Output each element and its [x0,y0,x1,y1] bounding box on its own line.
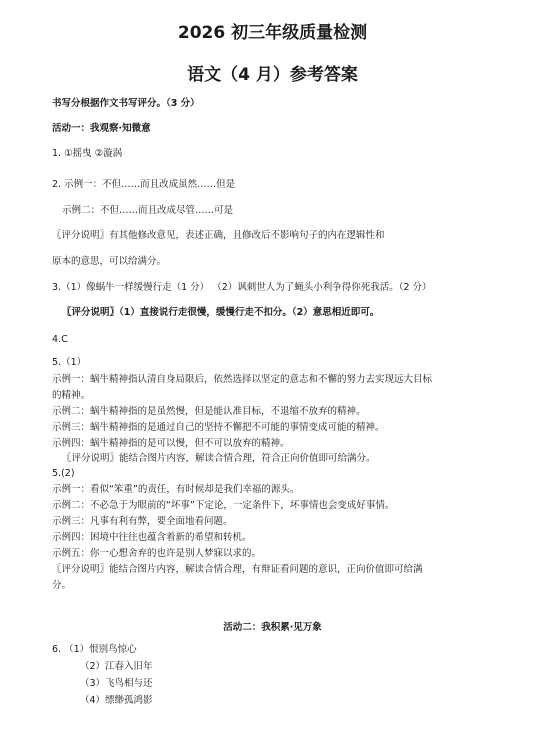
answer-2-example-1: 2. 示例一：不但……而且改成虽然……但是 [52,179,236,190]
document-subtitle: 语文（4 月）参考答案 [187,65,358,85]
answer-5-1-example-1-cont: 的精神。 [52,390,91,401]
answer-5-1-example-1: 示例一：蜗牛精神指认清自身局限后，依然选择以坚定的意志和不懈的努力去实现远大目标 [52,374,433,385]
answer-5-1-heading: 5.（1） [52,357,87,368]
answer-5-1-scoring-note: 〖评分说明〗能结合图片内容，解读合情合理，符合正向价值即可给满分。 [62,453,376,464]
answer-6-4: （4）缥缈孤鸿影 [80,695,153,706]
answer-5-2-scoring-note-cont: 分。 [52,580,72,591]
answer-5-2-example-5: 示例五：你一心想舍弃的也许是别人梦寐以求的。 [52,548,262,559]
activity-one-heading: 活动一：我观察·知微意 [52,123,151,134]
answer-6-1: 6. （1）恨别鸟惊心 [52,644,137,655]
answer-5-2-example-1: 示例一：看似“笨重”的责任，有时候却是我们幸福的源头。 [52,484,300,495]
answer-6-3: （3）飞鸟相与还 [80,678,153,689]
answer-2-scoring-note-cont: 原本的意思，可以给满分。 [52,256,167,267]
answer-6-2: （2）江春入旧年 [80,661,153,672]
answer-5-2-example-3: 示例三：凡事有利有弊，要全面地看问题。 [52,516,233,527]
document-title: 2026 初三年级质量检测 [177,23,368,43]
answer-5-1-example-2: 示例二：蜗牛精神指的是虽然慢，但是能认准目标，不退缩不放弃的精神。 [52,406,366,417]
answer-2-example-2: 示例二：不但……而且改成尽管……可是 [62,205,234,216]
answer-5-2-scoring-note: 〖评分说明〗能结合图片内容，解读合情合理，有辩证看问题的意识，正向价值即可给满 [52,564,423,575]
answer-4: 4.C [52,334,68,345]
answer-1: 1. ①摇曳 ②漩涡 [52,148,123,159]
handwriting-score-note: 书写分根据作文书写评分。（3 分） [52,98,200,109]
answer-5-2-heading: 5.(2) [52,468,75,479]
answer-5-1-example-3: 示例三：蜗牛精神指的是通过自己的坚持不懈把不可能的事情变成可能的精神。 [52,422,385,433]
activity-two-heading: 活动二：我积累·见万象 [223,622,322,633]
answer-2-scoring-note: 〖评分说明〗有其他修改意见，表述正确，且修改后不影响句子的内在逻辑性和 [52,230,385,241]
answer-5-2-example-2: 示例二：不必急于为眼前的“坏事”下定论，一定条件下，坏事情也会变成好事情。 [52,500,395,511]
answer-3: 3.（1）像蜗牛一样缓慢行走（1 分） （2）讽刺世人为了蝇头小利争得你死我活。（2 分） [52,282,432,293]
answer-5-2-example-4: 示例四：困境中往往也蕴含着新的希望和转机。 [52,532,252,543]
answer-5-1-example-4: 示例四：蜗牛精神指的是可以慢，但不可以放弃的精神。 [52,438,290,449]
answer-3-scoring-note: 〖评分说明〗（1）直接说行走很慢，缓慢行走不扣分。（2）意思相近即可。 [62,307,380,318]
